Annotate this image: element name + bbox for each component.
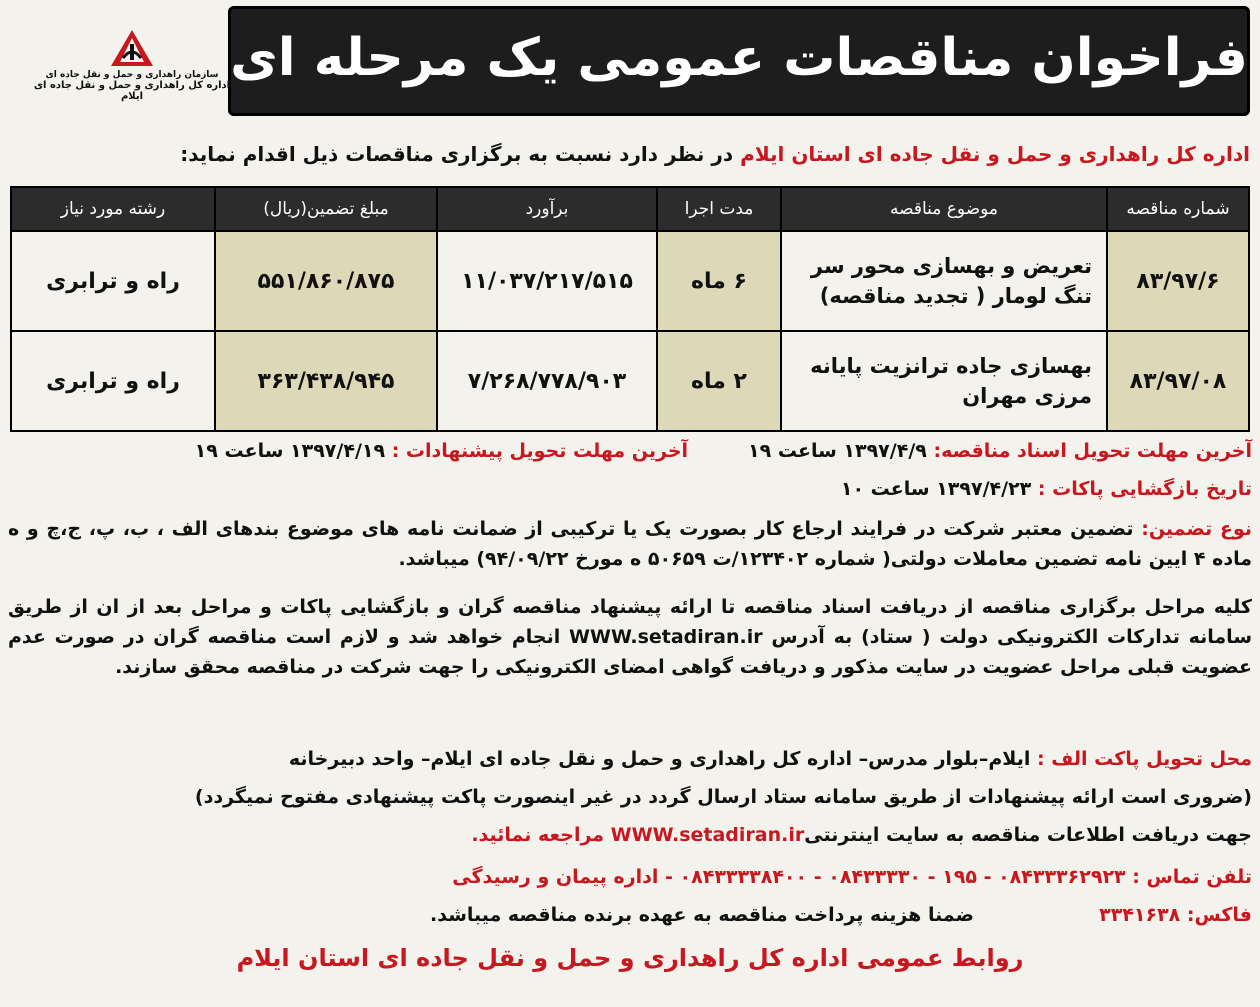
tender-estimate: ۱۱/۰۳۷/۲۱۷/۵۱۵: [437, 231, 657, 331]
opening-value: ۱۳۹۷/۴/۲۳ ساعت ۱۰: [840, 478, 1038, 500]
delivery-value: ایلام–بلوار مدرس– اداره کل راهداری و حمل و نقل جاده ای ایلام– واحد دبیرخانه: [288, 748, 1037, 770]
opening-label: تاریخ بازگشایی پاکات :: [1037, 478, 1252, 500]
docs-deadline-value: ۱۳۹۷/۴/۹ ساعت ۱۹: [748, 440, 934, 462]
docs-deadline-label: آخرین مهلت تحویل اسناد مناقصه:: [933, 440, 1252, 462]
intro-rest: در نظر دارد نسبت به برگزاری مناقصات ذیل اقدام نماید:: [180, 142, 741, 166]
tender-duration: ۲ ماه: [657, 331, 781, 431]
delivery-line: [289, 748, 1252, 770]
fee-note: ضمنا هزینه پرداخت مناقصه به عهده برنده مناقصه میباشد.: [430, 904, 974, 926]
col-subject: موضوع مناقصه: [781, 187, 1107, 231]
col-estimate: برآورد: [437, 187, 657, 231]
intro-org: اداره کل راهداری و حمل و نقل جاده ای استان ایلام: [740, 142, 1250, 166]
fax-label: فاکس:: [1186, 904, 1252, 926]
guarantee-text: تضمین معتبر شرکت در فرایند ارجاع کار بصورت یک یا ترکیبی از ضمانت نامه های موضوع بندهای الف ، ب، پ، ج،چ و ه ماده ۴ ایین نامه تضمین معاملات دولتی( شماره ۱۲۳۴۰۲/ت ۵۰۶۵۹ ه مورخ ۹۴/۰۹/۲۲) میباشد.: [8, 518, 1252, 570]
offers-deadline-label: آخرین مهلت تحویل پیشنهادات :: [391, 440, 689, 462]
guarantee-paragraph: [8, 514, 1252, 574]
col-field: رشته مورد نیاز: [11, 187, 215, 231]
guarantee-label: نوع تضمین:: [1141, 518, 1252, 540]
opening-line: [841, 478, 1252, 500]
logo-org-name: سازمان راهداری و حمل و نقل جاده ای: [45, 70, 219, 80]
tender-subject: بهسازی جاده ترانزیت پایانه مرزی مهران: [781, 331, 1107, 431]
fax-value: ۳۳۴۱۶۳۸: [1099, 904, 1187, 926]
col-guarantee: مبلغ تضمین(ریال): [215, 187, 437, 231]
delivery-note: (ضروری است ارائه پیشنهادات از طریق سامانه ستاد ارسال گردد در غیر اینصورت پاکت پیشنهادی مفتوح نمیگردد): [194, 786, 1252, 808]
tender-estimate: ۷/۲۶۸/۷۷۸/۹۰۳: [437, 331, 657, 431]
fax-line: [1099, 904, 1252, 926]
offers-deadline-value: ۱۳۹۷/۴/۱۹ ساعت ۱۹: [194, 440, 392, 462]
info-link: WWW.setadiran.ir مراجعه نمائید.: [471, 824, 805, 846]
phone-line: تلفن تماس : ۰۸۴۳۳۳۶۲۹۲۳ - ۱۹۵ - ۰۸۴۳۳۳۳۰ - ۰۸۴۳۳۳۳۸۴۰۰ - اداره پیمان و رسیدگی: [452, 866, 1252, 888]
tender-guarantee: ۳۶۳/۴۳۸/۹۴۵: [215, 331, 437, 431]
tender-field: راه و ترابری: [11, 331, 215, 431]
tender-field: راه و ترابری: [11, 231, 215, 331]
tender-subject: تعریض و بهسازی محور سر تنگ لومار ( تجدید مناقصه): [781, 231, 1107, 331]
info-prefix: جهت دریافت اطلاعات مناقصه به سایت اینترنتی: [804, 824, 1252, 846]
table-row: [11, 331, 1249, 431]
logo-dept-name: اداره کل راهداری و حمل و نقل جاده ای ایلام: [33, 80, 231, 102]
tender-number: ۸۳/۹۷/۰۸: [1107, 331, 1249, 431]
tender-number: ۸۳/۹۷/۶: [1107, 231, 1249, 331]
delivery-label: محل تحویل پاکت الف :: [1036, 748, 1252, 770]
public-relations-footer: روابط عمومی اداره کل راهداری و حمل و نقل جاده ای استان ایلام: [236, 944, 1024, 972]
notice-title: فراخوان مناقصات عمومی یک مرحله ای: [230, 28, 1248, 88]
road-logo-icon: [109, 28, 155, 68]
tenders-table: [10, 186, 1250, 432]
tender-guarantee: ۵۵۱/۸۶۰/۸۷۵: [215, 231, 437, 331]
tender-duration: ۶ ماه: [657, 231, 781, 331]
deadlines-line: [195, 440, 1252, 462]
col-number: شماره مناقصه: [1107, 187, 1249, 231]
organization-logo: [32, 28, 232, 118]
table-header-row: [11, 187, 1249, 231]
col-duration: مدت اجرا: [657, 187, 781, 231]
intro-text: [140, 142, 1250, 166]
table-row: [11, 231, 1249, 331]
header-banner: [228, 6, 1250, 116]
info-line: [471, 824, 1252, 846]
process-paragraph: کلیه مراحل برگزاری مناقصه از دریافت اسناد مناقصه تا ارائه پیشنهاد مناقصه گران و بازگشایی پاکات و مراحل بعد از ان از طریق سامانه تدارکات الکترونیکی دولت ( ستاد) به آدرس WWW.setadiran.ir انجام خواهد شد و لازم است مناقصه گران در صورت عدم عضویت قبلی مراحل عضویت در سایت مذکور و دریافت گواهی امضای الکترونیکی را جهت شرکت در مناقصه محقق سازند.: [8, 596, 1253, 678]
